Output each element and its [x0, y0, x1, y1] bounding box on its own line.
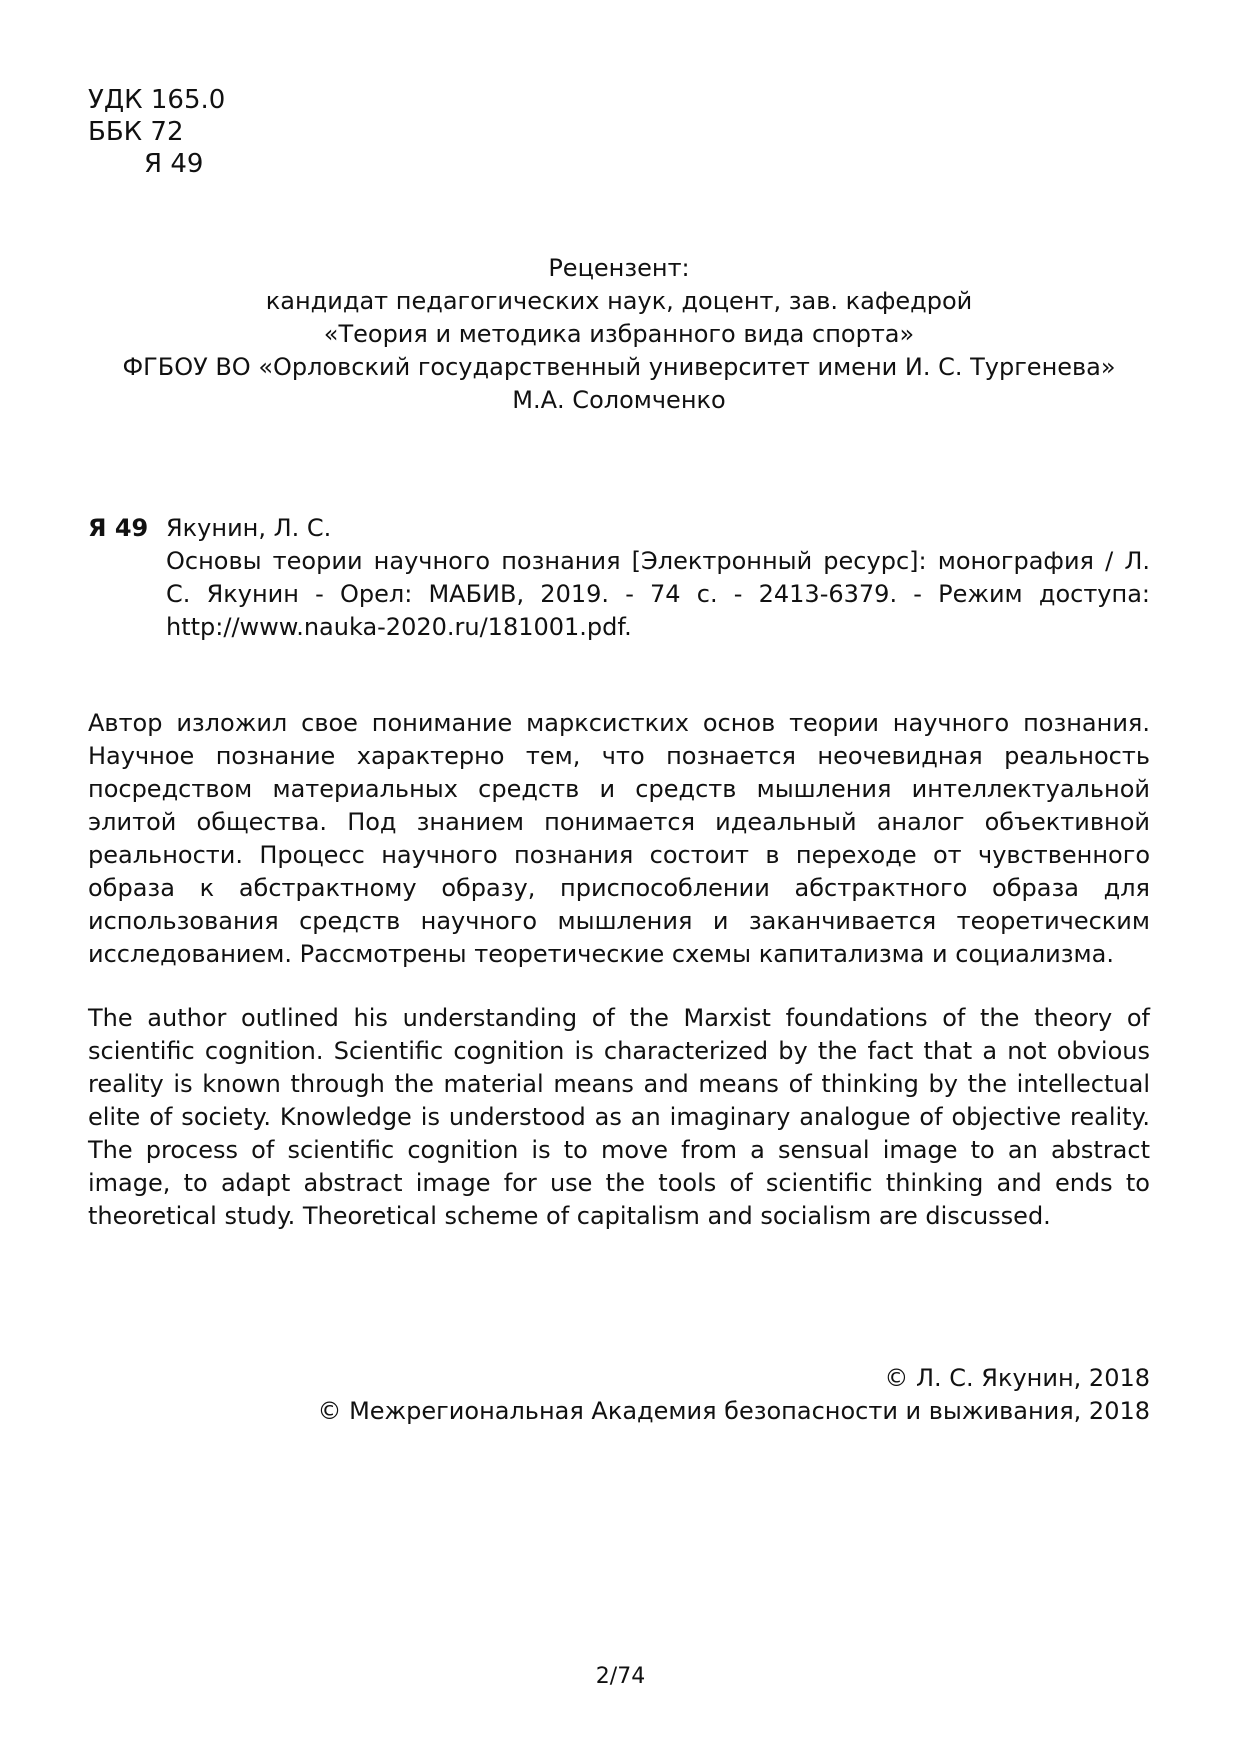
author-mark: Я 49: [144, 149, 204, 179]
reviewer-heading: Рецензент:: [548, 254, 690, 282]
classification-codes: [88, 84, 225, 180]
udk-code: УДК 165.0: [88, 85, 226, 115]
reviewer-line: кандидат педагогических наук, доцент, зав. кафедрой: [265, 287, 973, 315]
copyright-block: [317, 1362, 1150, 1428]
reviewer-name: М.А. Соломченко: [512, 386, 726, 414]
reviewer-line: ФГБОУ ВО «Орловский государственный университет имени И. С. Тургенева»: [122, 353, 1116, 381]
page-number: 2/74: [595, 1664, 646, 1689]
reviewer-line: «Теория и методика избранного вида спорта»: [323, 320, 915, 348]
bbk-code: ББК 72: [88, 117, 184, 147]
abstract-english: The author outlined his understanding of the Marxist foundations of the theory of scientific cognition. Scientific cognition is characterized by the fact that a not obvious reality is known through the material means and means of thinking by the intellectual elite of society. Knowledge is understood as an imaginary analogue of objective reality. The process of scientific cognition is to move from a sensual image to an abstract image, to adapt abstract image for use the tools of scientific thinking and ends to theoretical study. Theoretical scheme of capitalism and socialism are discussed.: [88, 1004, 1150, 1230]
biblio-author: Якунин, Л. С.: [166, 514, 332, 542]
reviewer-block: [88, 252, 1150, 417]
biblio-code: Я 49: [88, 514, 149, 542]
abstract-russian: Автор изложил свое понимание марксистких основ теории научного познания. Научное познание характерно тем, что познается неочевидная реальность посредством материальных средств и средств мышления интеллектуальной элитой общества. Под знанием понимается идеальный аналог объективной реальности. Процесс научного познания состоит в переходе от чувственного образа к абстрактному образу, приспособлении абстрактного образа для использования средств научного мышления и заканчивается теоретическим исследованием. Рассмотрены теоретические схемы капитализма и социализма.: [88, 709, 1150, 968]
copyright-publisher: © Межрегиональная Академия безопасности и выживания, 2018: [317, 1397, 1150, 1425]
copyright-author: © Л. С. Якунин, 2018: [884, 1364, 1150, 1392]
biblio-description: Основы теории научного познания [Электронный ресурс]: монография / Л. С. Якунин - Орел: МАБИВ, 2019. - 74 с. - 2413-6379. - Режим доступа: http://www.nauka-2020.ru/181001.pdf.: [166, 547, 1150, 641]
